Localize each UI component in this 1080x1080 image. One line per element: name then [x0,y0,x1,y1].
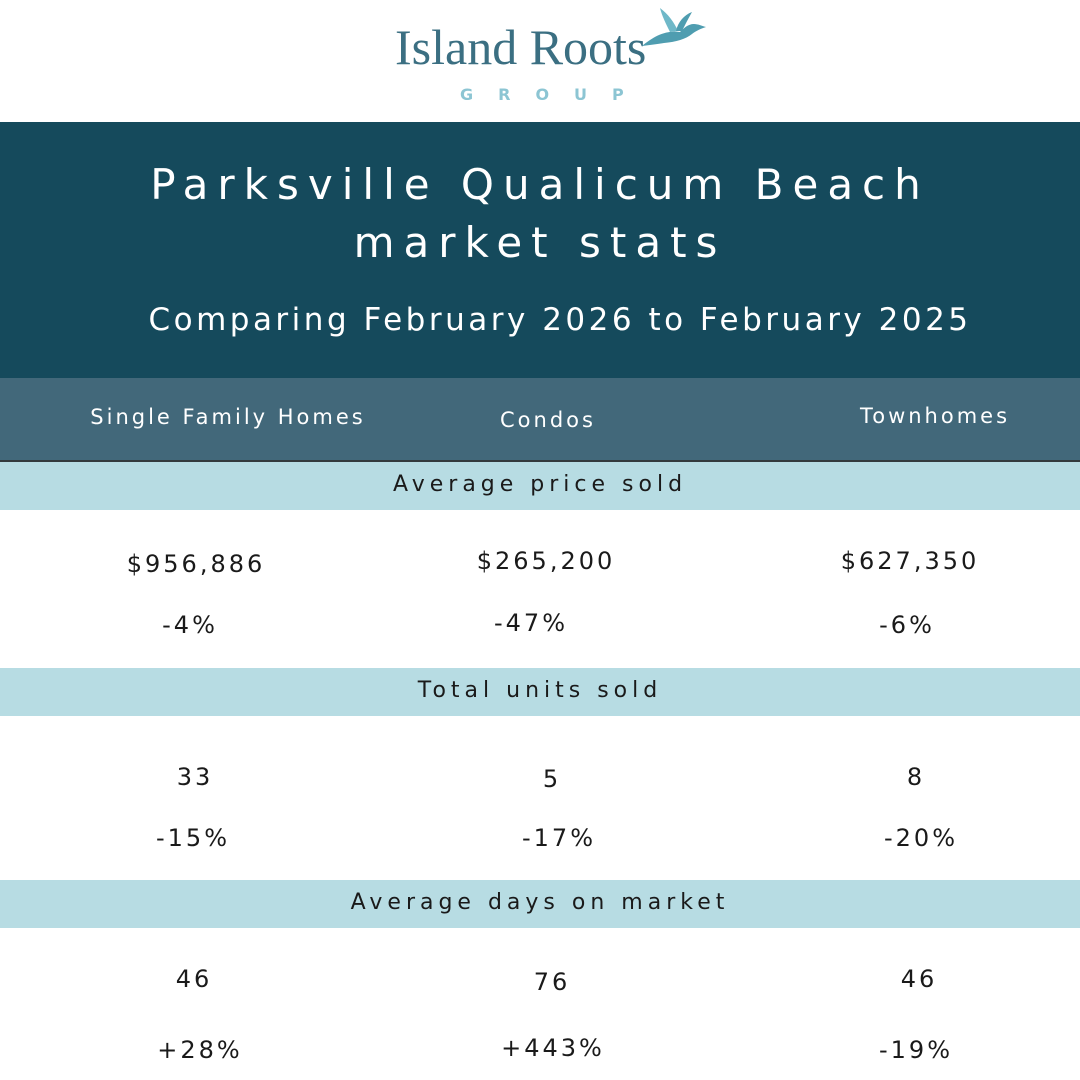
stat-value: 8 [906,763,926,791]
section-band-units-sold [0,668,1080,716]
page-subtitle: Comparing February 2026 to February 2025 [148,302,972,338]
header-banner [0,122,1080,378]
section-label: Average price sold [392,472,688,497]
logo-wordmark: Island Roots [395,19,647,75]
stat-value: 5 [542,765,562,793]
category-single-family: Single Family Homes [90,405,366,429]
stat-value: 33 [176,763,214,791]
stat-change: -17% [521,824,597,852]
page-title-line-1: Parksville Qualicum Beach [150,160,930,209]
brand-logo [0,0,1080,122]
stat-change: +443% [501,1034,605,1062]
stat-value: $956,886 [126,550,266,578]
bird-icon [640,6,710,54]
stat-value: 46 [175,965,213,993]
stat-value: 46 [900,965,938,993]
category-townhomes: Townhomes [859,404,1011,428]
stat-value: $265,200 [476,547,616,575]
stat-change: -19% [878,1036,954,1064]
section-band-days-on-market [0,880,1080,928]
stat-change: -6% [879,611,935,639]
category-header-row [0,378,1080,462]
stat-change: -20% [883,824,959,852]
stat-change: -4% [162,611,218,639]
category-condos: Condos [500,408,596,432]
logo-subtitle: GROUP [460,85,649,104]
stat-value: $627,350 [840,547,980,575]
section-band-average-price [0,462,1080,510]
stat-change: -15% [155,824,231,852]
section-label: Total units sold [417,678,663,703]
stat-change: -47% [493,609,569,637]
stat-value: 76 [533,968,571,996]
stat-change: +28% [157,1036,243,1064]
page-title-line-2: market stats [353,218,727,267]
section-label: Average days on market [350,890,730,915]
